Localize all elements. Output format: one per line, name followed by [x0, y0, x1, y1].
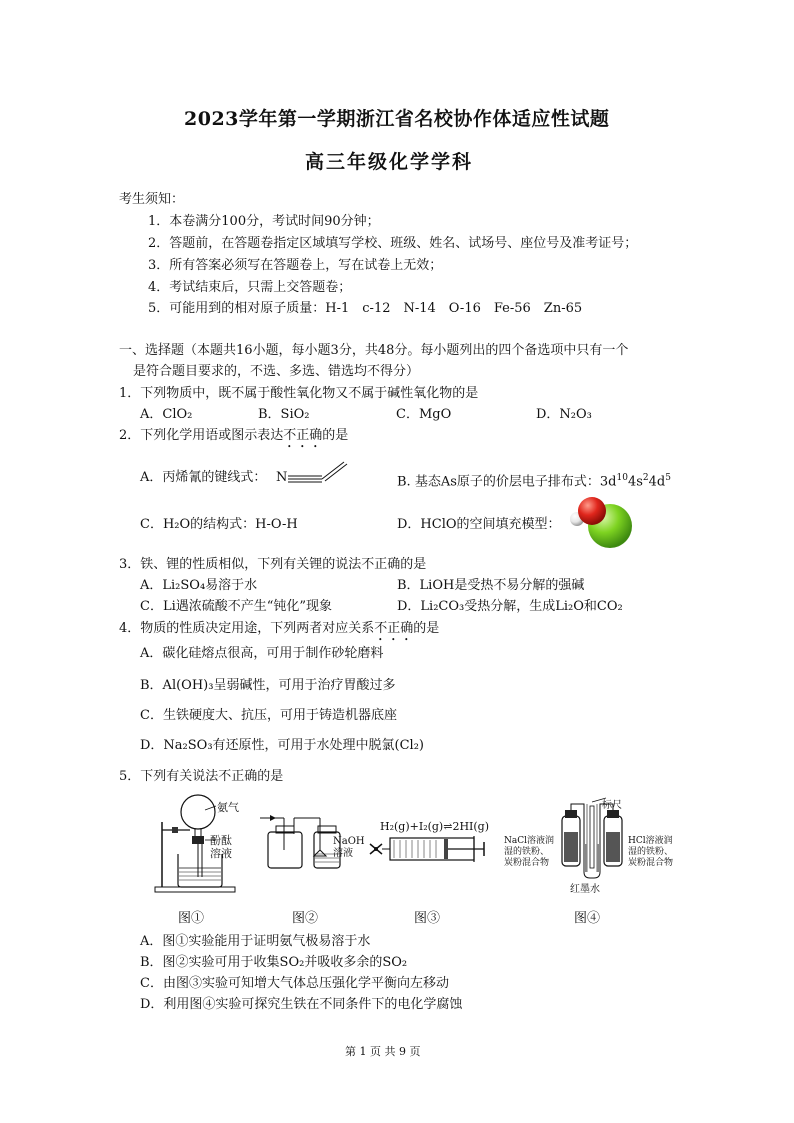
q1-option-a: A．ClO₂ [140, 407, 193, 422]
q2-b-mid1: 4s [627, 474, 643, 490]
q2-stem-pre: 2．下列化学用语或图示表达 [119, 428, 284, 443]
q4-stem-pre: 4．物质的性质决定用途，下列两者对应关系 [119, 621, 375, 636]
q3-stem: 3．铁、锂的性质相似，下列有关锂的说法不正确的是 [119, 557, 427, 572]
q2-b-sup2: 2 [642, 473, 649, 483]
q5-option-b: B．图②实验可用于收集SO₂并吸收多余的SO₂ [140, 955, 408, 970]
q5-option-d: D．利用图④实验可探究生铁在不同条件下的电化学腐蚀 [140, 997, 463, 1012]
figure-caption-2: 图② [292, 911, 319, 926]
figure-4-corrosion-apparatus [548, 796, 636, 880]
section-heading: 一、选择题（本题共16小题，每小题3分，共48分。每小题列出的四个备选项中只有一个 [119, 343, 629, 358]
q4-option-a: A．碳化硅熔点很高，可用于制作砂轮磨料 [140, 646, 384, 661]
page-number: 第 1 页 共 9 页 [345, 1045, 421, 1058]
figure-3-syringe [366, 834, 490, 864]
q2-option-b [397, 469, 671, 491]
q2-atom-n: N [276, 470, 288, 485]
q1-option-d: D．N₂O₃ [536, 407, 592, 422]
q2-stem-post: 的是 [322, 428, 349, 443]
q2-b-mid2: 4d [648, 474, 666, 490]
figure-caption-1: 图① [178, 911, 205, 926]
fig2-naoh-label: NaOH溶液 [333, 836, 365, 859]
q3-option-a: A．Li₂SO₄易溶于水 [140, 578, 258, 593]
hclo-space-filling-model [566, 492, 636, 552]
fig4-left-label: NaCl溶液润湿的铁粉、炭粉混合物 [504, 836, 555, 868]
notice-heading: 考生须知： [119, 192, 185, 207]
acrylonitrile-skeletal-formula [286, 454, 356, 484]
q4-option-d: D．Na₂SO₃有还原性，可用于水处理中脱氯(Cl₂) [140, 738, 424, 753]
q4-option-c: C．生铁硬度大、抗压，可用于铸造机器底座 [140, 708, 397, 723]
notice-item: 4．考试结束后，只需上交答题卷； [148, 280, 352, 295]
page-title: 2023学年第一学期浙江省名校协作体适应性试题 [184, 108, 610, 130]
notice-item: 1．本卷满分100分，考试时间90分钟； [148, 214, 380, 229]
q2-b-sup3: 5 [665, 473, 671, 483]
notice-item: 2．答题前，在答题卷指定区域填写学校、班级、姓名、试场号、座位号及准考证号； [148, 236, 638, 251]
q1-option-b: B．SiO₂ [258, 407, 310, 422]
fig4-ruler-label: 标尺 [602, 800, 622, 811]
q4-option-b: B．Al(OH)₃呈弱碱性，可用于治疗胃酸过多 [140, 678, 396, 693]
fig1-gas-label: 氨气 [217, 801, 239, 814]
fig4-water-label: 红墨水 [570, 884, 600, 895]
q3-option-d: D．Li₂CO₃受热分解，生成Li₂O和CO₂ [397, 599, 623, 614]
q3-option-c: C．Li遇浓硫酸不产生“钝化”现象 [140, 599, 333, 614]
q1-option-c: C．MgO [396, 407, 452, 422]
fig1-liquid-label: 酚酞溶液 [210, 834, 232, 860]
q5-stem: 5．下列有关说法不正确的是 [119, 769, 284, 784]
q5-option-c: C．由图③实验可知增大气体总压强化学平衡向左移动 [140, 976, 449, 991]
q1-stem: 1．下列物质中，既不属于酸性氧化物又不属于碱性氧化物的是 [119, 386, 479, 401]
q2-option-a: A．丙烯氰的键线式： [140, 470, 267, 485]
q2-b-text: B. 基态As原子的价层电子排布式：3d [397, 474, 617, 490]
q2-stem [119, 427, 348, 451]
section-heading-cont: 是符合题目要求的，不选、多选、错选均不得分） [133, 364, 420, 379]
fig4-right-label: HCl溶液润湿的铁粉、炭粉混合物 [628, 836, 674, 868]
q2-option-c: C．H₂O的结构式：H-O-H [140, 517, 298, 532]
figure-caption-3: 图③ [414, 911, 441, 926]
q5-option-a: A．图①实验能用于证明氨气极易溶于水 [140, 934, 371, 949]
notice-item: 5．可能用到的相对原子质量：H-1 c-12 N-14 O-16 Fe-56 Zn-65 [148, 301, 583, 316]
notice-item: 3．所有答案必须写在答题卷上，写在试卷上无效； [148, 258, 443, 273]
q2-stem-emph: 不正确 [283, 428, 323, 443]
q4-stem [119, 620, 439, 644]
q3-option-b: B．LiOH是受热不易分解的强碱 [397, 578, 585, 593]
q2-option-d: D．HClO的空间填充模型： [397, 517, 561, 532]
page-subtitle: 高三年级化学学科 [305, 151, 474, 173]
q2-b-sup1: 10 [616, 473, 628, 483]
q4-stem-post: 的是 [413, 621, 440, 636]
figure-caption-4: 图④ [574, 911, 601, 926]
fig3-equation-label: H₂(g)+I₂(g)⇌2HI(g) [380, 820, 490, 833]
q4-stem-emph: 不正确 [374, 621, 414, 636]
